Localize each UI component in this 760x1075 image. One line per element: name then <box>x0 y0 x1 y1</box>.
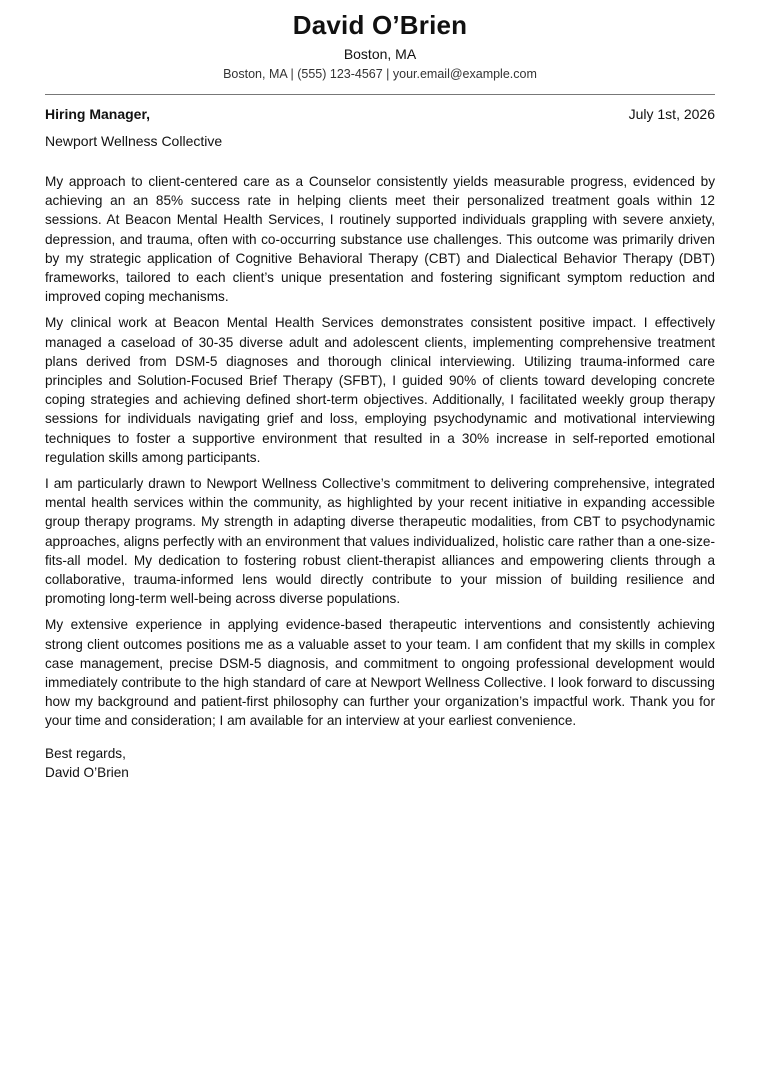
body-paragraph-3: I am particularly drawn to Newport Wellness Collective’s commitment to delivering comprehensive, integrated mental health services within the community, as highlighted by your recent initiative in expanding accessible group therapy programs. My strength in adapting diverse therapeutic modalities, from CBT to psychodynamic approaches, aligns perfectly with an environment that values individualized, holistic care rather than a one-size-fits-all model. My dedication to fostering robust client-therapist alliances and empowering clients through a collaborative, trauma-informed lens would directly contribute to your mission of building resilience and promoting long-term well-being across diverse populations. <box>45 476 715 607</box>
letter-body <box>45 172 715 731</box>
body-paragraph-4: My extensive experience in applying evidence-based therapeutic interventions and consistently achieving strong client outcomes positions me as a valuable asset to your team. I am confident that my skills in complex case management, precise DSM-5 diagnosis, and commitment to ongoing professional development would immediately contribute to the high standard of care at Newport Wellness Collective. I look forward to discussing how my background and patient-first philosophy can further your organization’s impactful work. Thank you for your time and consideration; I am available for an interview at your earliest convenience. <box>45 617 715 729</box>
closing-phrase: Best regards, <box>45 745 126 761</box>
company-name: Newport Wellness Collective <box>45 133 223 149</box>
applicant-location: Boston, MA <box>343 46 417 62</box>
recipient-salutation: Hiring Manager, <box>45 106 151 122</box>
recipient-row <box>45 105 715 123</box>
applicant-name: David O’Brien <box>292 10 468 40</box>
letter-date: July 1st, 2026 <box>628 106 715 122</box>
header-divider <box>45 94 715 95</box>
letter-closing <box>45 744 715 782</box>
body-paragraph-2: My clinical work at Beacon Mental Health Services demonstrates consistent positive impact. I effectively managed a caseload of 30-35 diverse adult and adolescent clients, implementing comprehensive treatment plans derived from DSM-5 diagnoses and thorough clinical interviewing. Utilizing trauma-informed care principles and Solution-Focused Brief Therapy (SFBT), I guided 90% of clients toward developing concrete coping strategies and achieving defined short-term objectives. Additionally, I facilitated weekly group therapy sessions for individuals navigating grief and loss, employing psychodynamic and motivational interviewing techniques to foster a supportive environment that resulted in a 30% increase in self-reported emotional regulation skills among participants. <box>45 315 715 465</box>
signature-name: David O’Brien <box>45 764 129 780</box>
body-paragraph-1: My approach to client-centered care as a Counselor consistently yields measurable progress, evidenced by achieving an an 85% success rate in helping clients meet their personalized treatment goals within 12 sessions. At Beacon Mental Health Services, I routinely supported individuals grappling with severe anxiety, depression, and trauma, often with co-occurring substance use challenges. This outcome was primarily driven by my strategic application of Cognitive Behavioral Therapy (CBT) and Dialectical Behavior Therapy (DBT) frameworks, tailored to each client’s unique presentation and fostering significant symptom reduction and improved coping mechanisms. <box>45 174 715 305</box>
contact-line: Boston, MA | (555) 123-4567 | your.email@example.com <box>223 67 537 81</box>
